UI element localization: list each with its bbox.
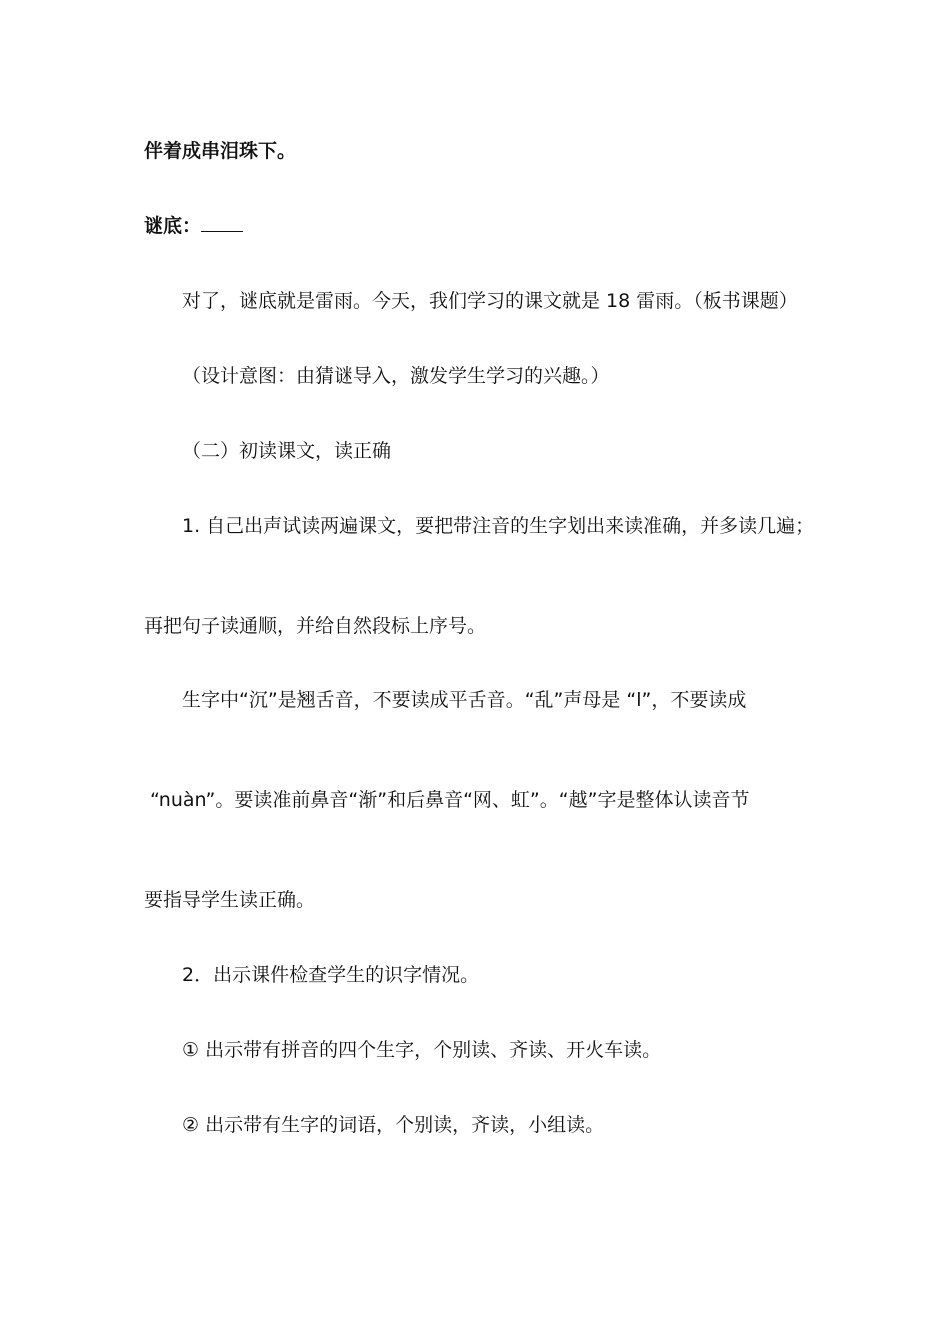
answer-blank — [201, 217, 243, 232]
design-intent: （设计意图：由猜谜导入，激发学生学习的兴趣。） — [182, 365, 610, 387]
riddle-last-line: 伴着成串泪珠下。 — [144, 140, 297, 162]
section-heading: （二）初读课文，读正确 — [182, 440, 392, 462]
riddle-answer — [144, 214, 243, 238]
step1-line1: 1. 自己出声试读两遍课文，要把带注音的生字划出来读准确，并多读几遍； — [182, 515, 815, 537]
step1-line2: 再把句子读通顺，并给自然段标上序号。 — [144, 615, 487, 637]
step2-item-a: ① 出示带有拼音的四个生字，个别读、齐读、开火车读。 — [182, 1039, 662, 1061]
step2-heading: 2．出示课件检查学生的识字情况。 — [182, 964, 480, 986]
step2-item-b: ② 出示带有生字的词语，个别读，齐读，小组读。 — [182, 1114, 605, 1136]
intro-paragraph: 对了，谜底就是雷雨。今天，我们学习的课文就是 18 雷雨。（板书课题） — [182, 290, 798, 312]
answer-label: 谜底： — [144, 215, 202, 237]
note-line2: “nuàn”。要读准前鼻音“渐”和后鼻音“网、虹”。“越”字是整体认读音节 — [150, 789, 750, 811]
note-line1: 生字中“沉”是翘舌音，不要读成平舌音。“乱”声母是 “l”，不要读成 — [182, 689, 747, 711]
note-line3: 要指导学生读正确。 — [144, 889, 316, 911]
